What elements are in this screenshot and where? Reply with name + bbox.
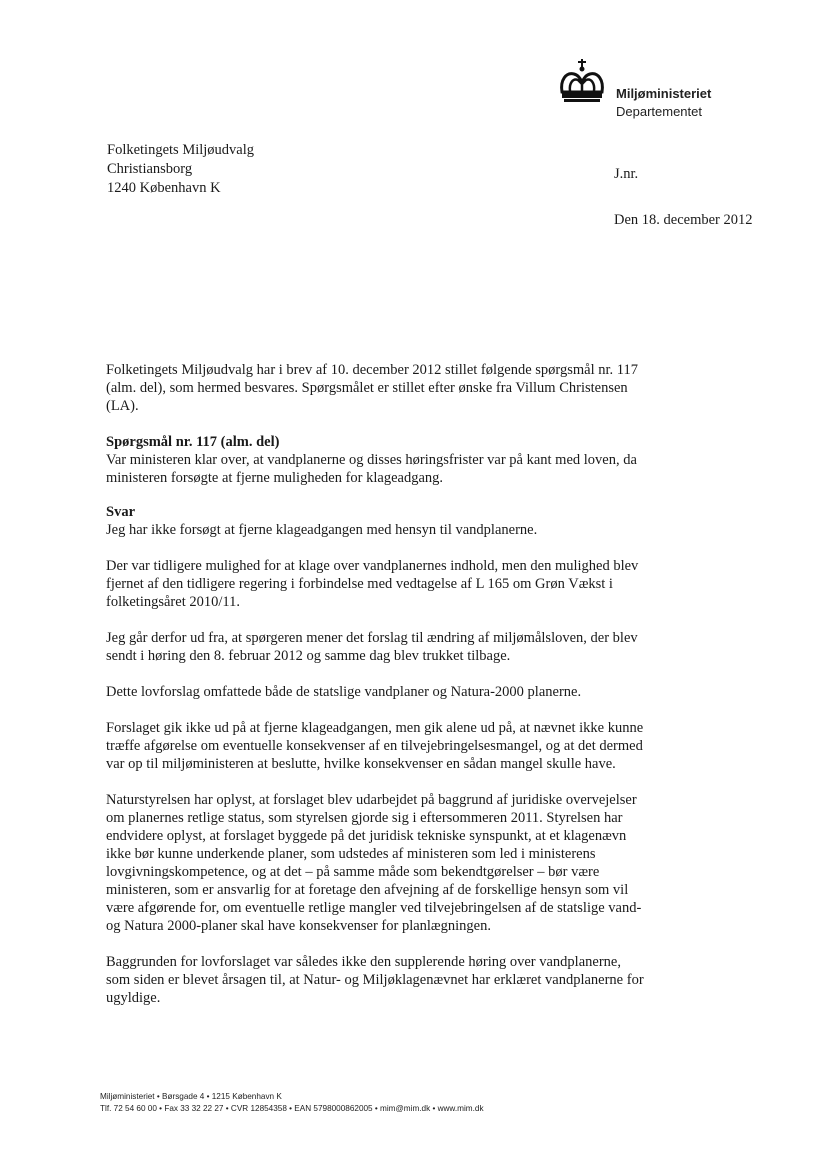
question-block <box>106 433 646 487</box>
letter-footer <box>100 1091 720 1115</box>
department-name: Departementet <box>616 104 702 119</box>
body-paragraph: Baggrunden for lovforslaget var således ikke den supplerende høring over vandplanerne, som siden er blevet årsagen til, at Natur- og Miljøklagenævnet har erklæret vandplanerne for ugyldige. <box>106 954 644 1006</box>
body-paragraph: Jeg går derfor ud fra, at spørgeren mener det forslag til ændring af miljømålsloven, der blev sendt i høring den 8. februar 2012 og samme dag blev trukket tilbage. <box>106 630 638 664</box>
question-heading: Spørgsmål nr. 117 (alm. del) <box>106 434 280 450</box>
letter-date: Den 18. december 2012 <box>614 212 753 228</box>
recipient-line: 1240 København K <box>107 180 221 196</box>
body-paragraph: Forslaget gik ikke ud på at fjerne klageadgangen, men gik alene ud på, at nævnet ikke kunne træffe afgørelse om eventuelle konsekvenser af en tilvejebringelsesmangel, og at det dermed var op til miljøministeren at beslutte, hvilke konsekvenser en sådan mangel skulle have. <box>106 720 644 772</box>
intro-paragraph: Folketingets Miljøudvalg har i brev af 10. december 2012 stillet følgende spørgsmål nr. 117 (alm. del), som hermed besvares. Spørgsmålet er stillet efter ønske fra Villum Christensen (LA). <box>106 362 638 414</box>
recipient-line: Folketingets Miljøudvalg <box>107 142 255 158</box>
journal-number: J.nr. <box>614 166 639 182</box>
letter-body <box>106 361 646 1025</box>
body-paragraph: Naturstyrelsen har oplyst, at forslaget blev udarbejdet på baggrund af juridiske overvejelser om planernes retlige status, som styrelsen gjorde sig i eftersommeren 2011. Styrelsen har endvidere oplyst, at forslaget byggede på det juridisk tekniske synspunkt, at et klagenævn ikke bør kunne underkende planer, som udstedes af ministeren som led i ministerens lovgivningskompetence, og at det – på samme måde som bekendtgørelser – bør være ministeren, som er ansvarlig for at foretage den afvejning af de forskellige hensyn som vil være afgørende for, om eventuelle retlige mangler ved tilvejebringelsen af de statslige vand- og Natura 2000-planer skal have konsekvenser for planlægningen. <box>106 792 642 934</box>
recipient-address <box>107 141 254 198</box>
recipient-line: Christiansborg <box>107 161 193 177</box>
answer-heading: Svar <box>106 504 135 520</box>
body-paragraph: Dette lovforslag omfattede både de statslige vandplaner og Natura-2000 planerne. <box>106 684 582 700</box>
body-paragraph: Der var tidligere mulighed for at klage over vandplanernes indhold, men den mulighed blev fjernet af den tidligere regering i forbindelse med vedtagelse af L 165 om Grøn Vækst i folketingsåret 2010/11. <box>106 558 639 610</box>
organization-name: Miljøministeriet <box>616 86 712 101</box>
question-text: Var ministeren klar over, at vandplanerne og disses høringsfrister var på kant med loven, da ministeren forsøgte at fjerne muligheden for klageadgang. <box>106 452 637 486</box>
answer-text: Jeg har ikke forsøgt at fjerne klageadgangen med hensyn til vandplanerne. <box>106 522 538 538</box>
crown-icon <box>556 58 608 104</box>
footer-contact: Tlf. 72 54 60 00 • Fax 33 32 22 27 • CVR 12854358 • EAN 5798000862005 • mim@mim.dk • www.mim.dk <box>100 1104 484 1113</box>
answer-block <box>106 503 646 539</box>
letterhead-logo <box>556 58 756 128</box>
footer-address: Miljøministeriet • Børsgade 4 • 1215 København K <box>100 1092 282 1101</box>
